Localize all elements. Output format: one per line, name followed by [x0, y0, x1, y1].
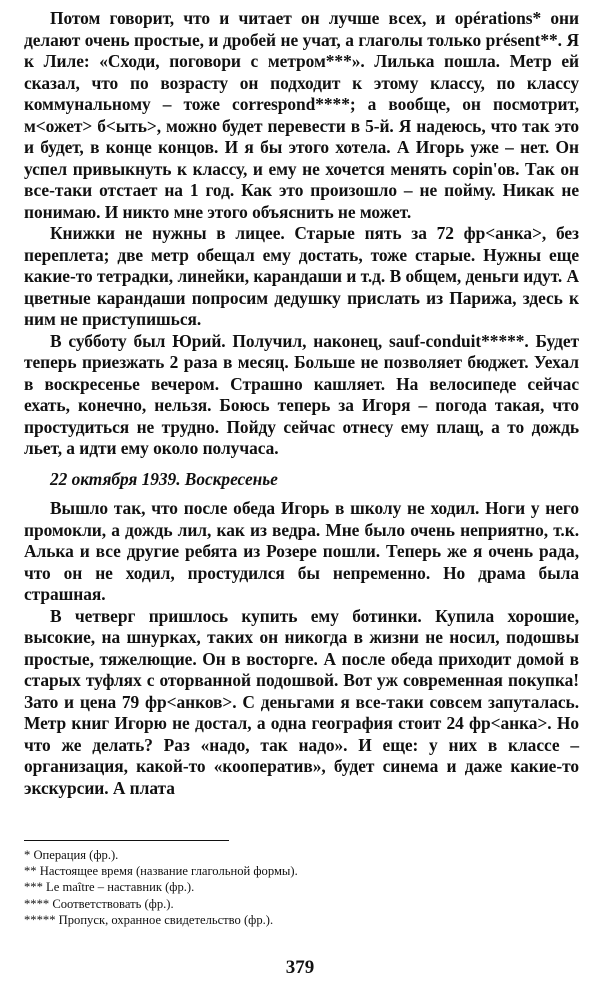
paragraph: Вышло так, что после обеда Игорь в школу не ходил. Ноги у него промокли, а дождь лил, как из ведра. Мне было очень неприятно, т.к. Алька и все другие ребята из Розере пошли. Теперь же я очень рада, что он не ходил, простудился бы непременно. Но драма была страшная.: [24, 498, 579, 604]
footnote: * Операция (фр.).: [24, 848, 119, 862]
paragraph: Книжки не нужны в лицее. Старые пять за 72 фр<анка>, без переплета; две метр обещал ему достать, тоже старые. Нужны еще какие-то тетрадки, линейки, карандаши и т.д. В общем, деньги идут. А цветные карандаши попросим дедушку прислать из Парижа, здесь к ним не приступишься.: [24, 223, 579, 329]
footnote: ** Настоящее время (название глагольной формы).: [24, 864, 298, 879]
footnote: ***** Пропуск, охранное свидетельство (фр.).: [24, 912, 274, 927]
diary-entry-heading: 22 октября 1939. Воскресенье: [50, 468, 278, 489]
paragraph: В субботу был Юрий. Получил, наконец, sauf-conduit*****. Будет теперь приезжать 2 раза в месяц. Больше не позволяет бюджет. Уехал в воскресенье вечером. Страшно кашляет. На велосипеде сейчас ехать, конечно, нельзя. Боюсь теперь за Игоря – погода такая, что простудиться не трудно. Пойду сейчас отнесу ему плащ, а то дождь льет, а идти ему около получаса.: [24, 330, 579, 458]
footnote-divider: [24, 840, 229, 841]
page-number: 379: [285, 957, 315, 978]
paragraph: В четверг пришлось купить ему ботинки. Купила хорошие, высокие, на шнурках, таких он никогда в жизни не носил, подошвы простые, тяжелющие. Он в восторге. А после обеда приходит домой в старых туфлях с оторванной подошвой. Вот уж современная покупка! Зато и цена 79 фр<анков>. С деньгами я все-таки совсем запуталась. Метр книг Игорю не достал, а одна география стоит 24 фр<анка>. Но что же делать? Раз «надо, так надо». И еще: у них в классе – организация, какой-то «кооператив», будет синема и даже какие-то экскурсии. А плата: [24, 605, 579, 798]
main-text: [24, 8, 579, 799]
footnotes: [24, 847, 579, 928]
footnote: **** Соответствовать (фр.).: [24, 896, 174, 911]
footnote: *** Le maître – наставник (фр.).: [24, 880, 195, 895]
paragraph: Потом говорит, что и читает он лучше всех, и opérations* они делают очень простые, и дробей не учат, а глаголы только présent**. Я к Лиле: «Сходи, поговори с метром***». Лилька пошла. Метр ей сказал, что по возрасту он подходит к этому классу, по классу коммунальному – тоже correspond****; а вообще, он посмотрит, м<ожет> б<ыть>, можно будет перевести в 5-й. Я надеюсь, что так это и будет, в конце концов. И я бы этого хотела. А Игорь уже – нет. Он успел привыкнуть к классу, и ему не хочется менять copin'ов. Так он все-таки отстает на 1 год. Как это произошло – не пойму. Никак не понимаю. И никто мне этого объяснить не может.: [24, 8, 579, 222]
